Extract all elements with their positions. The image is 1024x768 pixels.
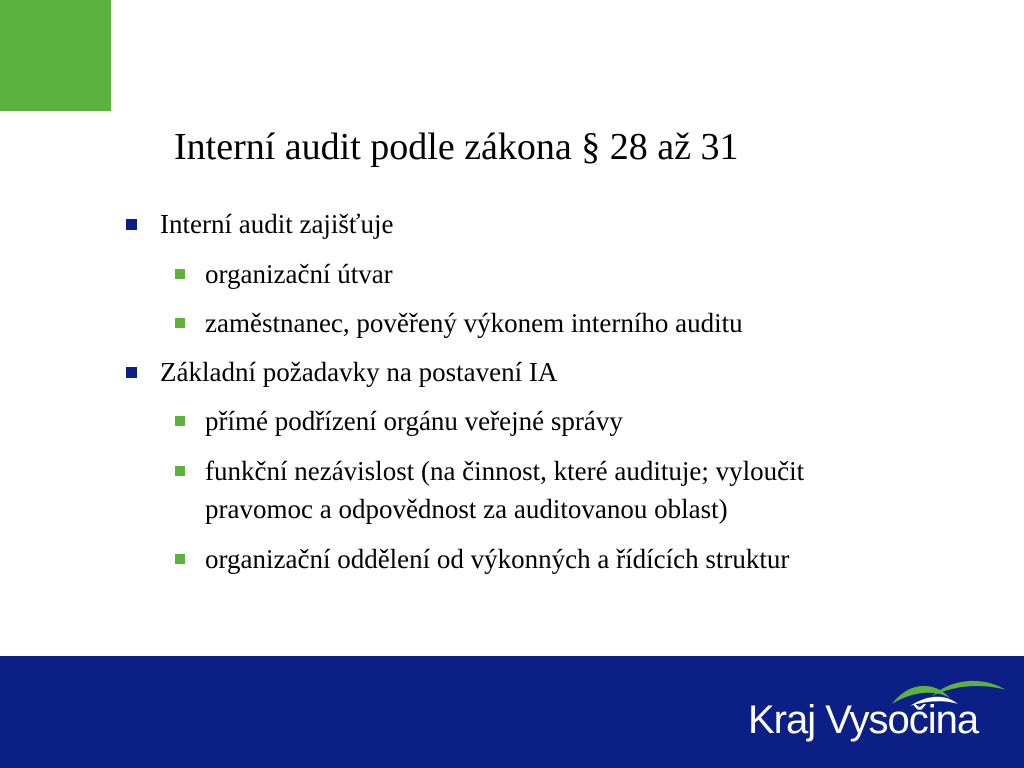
bullet-text: organizační oddělení od výkonných a řídících struktur xyxy=(205,544,790,574)
sub-bullet-item xyxy=(205,452,804,528)
square-bullet-icon xyxy=(175,269,185,279)
bullet-text: Interní audit zajišťuje xyxy=(160,209,394,239)
slide-title: Interní audit podle zákona § 28 až 31 xyxy=(174,126,739,168)
logo-text: Kraj Vysočina xyxy=(748,698,979,742)
square-bullet-icon xyxy=(175,416,185,426)
bullet-text-line: funkční nezávislost (na činnost, které audituje; vyloučit xyxy=(205,456,805,486)
kraj-vysocina-logo xyxy=(748,676,1008,756)
bullet-item xyxy=(160,353,557,391)
square-bullet-icon xyxy=(126,367,137,378)
bullet-text-line: pravomoc a odpovědnost za auditovanou oblast) xyxy=(205,494,728,524)
bullet-text: zaměstnanec, pověřený výkonem interního auditu xyxy=(205,308,743,338)
square-bullet-icon xyxy=(126,219,137,230)
square-bullet-icon xyxy=(175,318,185,328)
bullet-text: organizační útvar xyxy=(205,259,393,289)
bullet-text: Základní požadavky na postavení IA xyxy=(160,357,558,387)
sub-bullet-item xyxy=(205,540,789,578)
bullet-item xyxy=(160,205,393,243)
sub-bullet-item xyxy=(205,255,393,293)
square-bullet-icon xyxy=(175,554,185,564)
sub-bullet-item xyxy=(205,402,623,440)
bullet-text: přímé podřízení orgánu veřejné správy xyxy=(205,406,623,436)
sub-bullet-item xyxy=(205,304,743,342)
square-bullet-icon xyxy=(175,466,185,476)
